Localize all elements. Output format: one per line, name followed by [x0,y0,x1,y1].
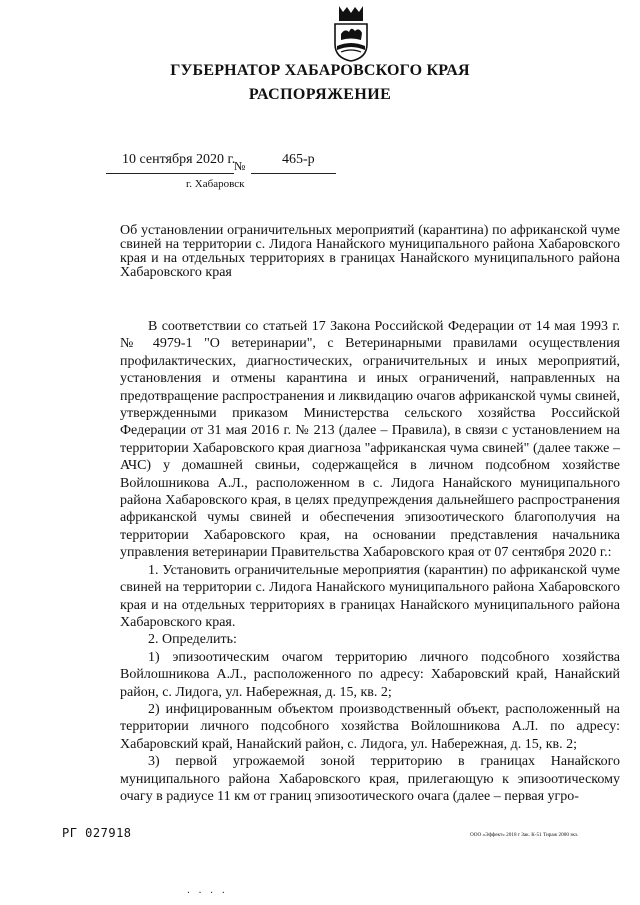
clause-2-paragraph: 2. Определить: [148,632,237,648]
clause-2-3-paragraph: 3) первой угрожаемой зоной территорию в границах Нанайского муниципального района Хабаровского края, прилегающую к эпизоотическому очагу в радиусе 11 км от границ эпизоотического очага (далее – первая угро- [120,754,620,804]
document-body [120,318,620,805]
preamble-paragraph: В соответствии со статьей 17 Закона Российской Федерации от 14 мая 1993 г. № 4979-1 "О ветеринарии", с Ветеринарными правилами осуществления профилактических, диагностических, ограничительных и иных мероприятий, установления и отмены карантина и иных ограничений, направленных на предотвращение распространения и ликвидацию очагов африканской чумы свиней, утвержденными приказом Министерства сельского хозяйства Российской Федерации от 31 мая 2016 г. № 213 (далее – Правила), в связи с установлением на территории Хабаровского края диагноза "африканская чума свиней" (далее также – АЧС) у домашней свиньи, содержащейся в личном подсобном хозяйстве Войлошникова А.Л., расположенном в с. Лидога Нанайского муниципального района Хабаровского края, в целях предупреждения дальнейшего распространения африканской чумы свиней и обеспечения эпизоотического благополучия на территории Хабаровского края, на основании представления начальника управления ветеринарии Правительства Хабаровского края от 07 сентября 2020 г.: [120,319,620,561]
footer-dots: · · · · [186,888,227,897]
clause-2-1-paragraph: 1) эпизоотическим очагом территорию личного подсобного хозяйства Войлошникова А.Л., расположенного по адресу: Хабаровский край, Нанайский район, с. Лидога, ул. Набережная, д. 15, кв. 2; [120,649,620,700]
document-date: 10 сентября 2020 г. [122,152,236,167]
document-city: г. Хабаровск [186,178,245,190]
clause-2-2-paragraph: 2) инфицированным объектом производственный объект, расположенный на территории личного подсобного хозяйства Войлошникова А.Л. по адресу: Хабаровский край, Нанайский район, с. Лидога, ул. Набережная, д. 15, кв. 2; [120,701,620,752]
date-underline [106,173,234,174]
printer-imprint: ООО «Эффект» 2018 г Зак. К-51 Тираж 2000 экз. [470,832,579,838]
authority-title: ГУБЕРНАТОР ХАБАРОВСКОГО КРАЯ [170,62,470,79]
number-underline [251,173,336,174]
date-number-line [106,152,336,178]
form-serial-number: РГ 027918 [62,826,132,840]
document-type: РАСПОРЯЖЕНИЕ [248,86,392,103]
document-number: 465-р [282,152,315,167]
clause-1-paragraph: 1. Установить ограничительные мероприятия (карантин) по африканской чуме свиней на территории с. Лидога Нанайского муниципального района Хабаровского края и на отдельных территориях в границах Нанайского муниципального района Хабаровского края. [120,562,620,630]
coat-of-arms-icon [331,4,371,62]
subject-text: Об установлении ограничительных мероприятий (карантина) по африканской чуме свиней на территории с. Лидога Нанайского муниципального района Хабаровского края и на отдельных территориях в границах Нанайского муниципального района Хабаровского края [120,223,620,280]
number-sign: № [234,159,246,173]
document-subject [120,224,620,280]
